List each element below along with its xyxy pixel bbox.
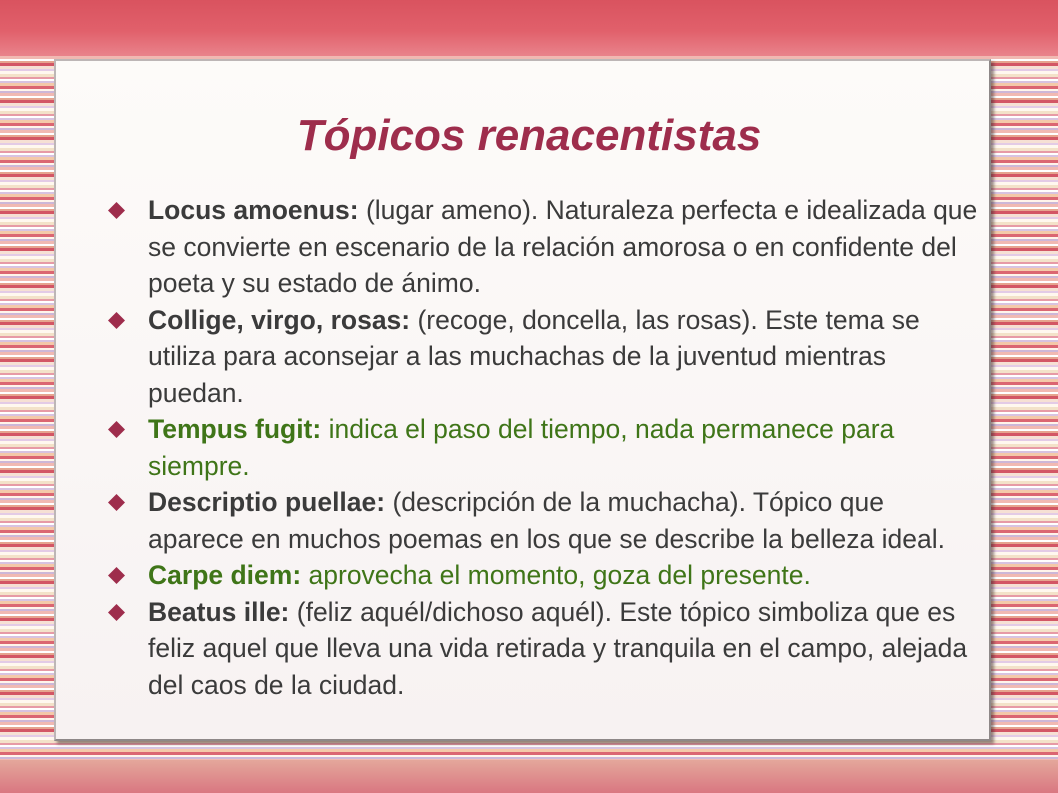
list-item-collige-virgo-rosas: [104, 302, 984, 412]
topic-term: Tempus fugit:: [148, 414, 322, 444]
list-item-carpe-diem: [104, 557, 984, 594]
background-top-band: [0, 0, 1058, 56]
topic-description: (descripción de la muchacha). Tópico que aparece en muchos poemas en los que se describe la belleza ideal.: [148, 487, 945, 554]
diamond-icon: [108, 494, 125, 511]
background-bottom-band: [0, 760, 1058, 793]
topic-description: aprovecha el momento, goza del presente.: [301, 560, 811, 590]
diamond-icon: [108, 312, 125, 329]
topic-term: Locus amoenus:: [148, 195, 359, 225]
topic-description: indica el paso del tiempo, nada permanece para siempre.: [148, 414, 895, 481]
topic-term: Beatus ille:: [148, 596, 290, 627]
list-item-descriptio-puellae: [104, 484, 984, 557]
diamond-icon: [108, 202, 125, 219]
diamond-icon: [108, 604, 125, 621]
topics-list: [104, 192, 984, 703]
topic-description: (recoge, doncella, las rosas). Este tema se utiliza para aconsejar a las muchachas de la juventud mientras puedan.: [148, 304, 920, 408]
list-item-tempus-fugit: [104, 411, 984, 484]
topic-term: Descriptio puellae:: [148, 487, 386, 517]
diamond-icon: [108, 421, 125, 438]
list-item-beatus-ille: [104, 594, 984, 704]
topic-description: (feliz aquél/dichoso aquél). Este tópico simboliza que es feliz aquel que lleva una vida retirada y tranquila en el campo, alejada del caos de la ciudad.: [148, 596, 968, 700]
list-item-locus-amoenus: [104, 192, 984, 302]
topic-term: Carpe diem:: [148, 560, 302, 590]
topic-term: Collige, virgo, rosas:: [148, 304, 411, 335]
slide-title: Tópicos renacentistas: [296, 111, 762, 160]
diamond-icon: [108, 567, 125, 584]
topic-description: (lugar ameno). Naturaleza perfecta e idealizada que se convierte en escenario de la relación amorosa o en confidente del poeta y su estado de ánimo.: [148, 195, 978, 298]
